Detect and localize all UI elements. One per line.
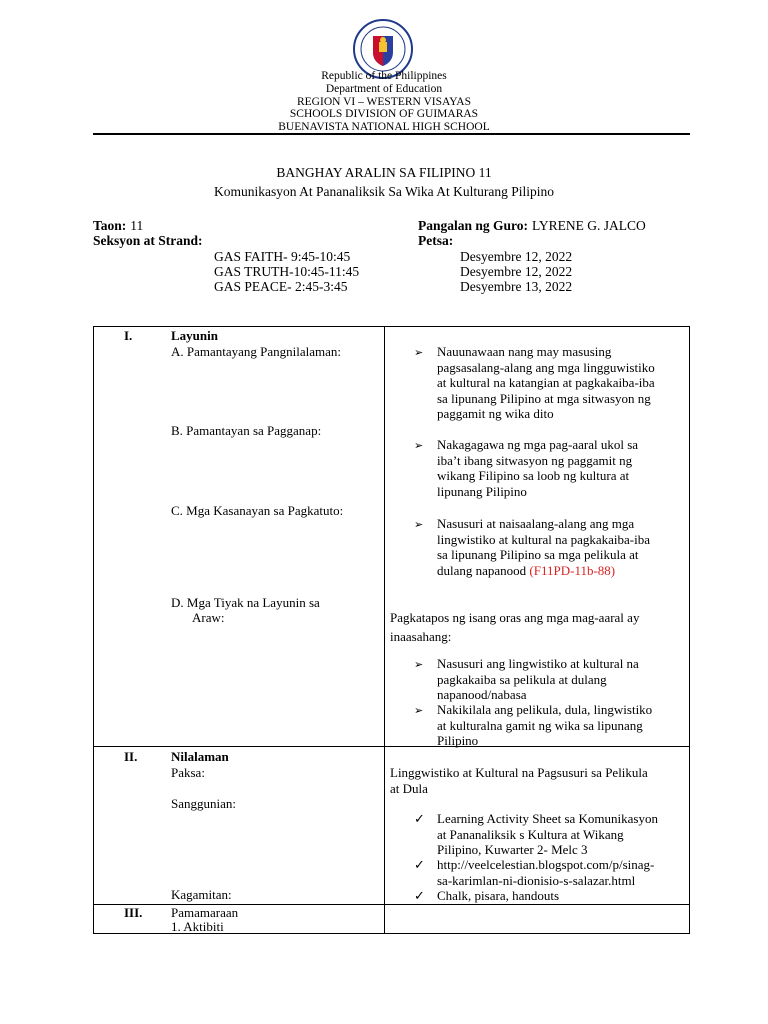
objective-2-line: iba’t ibang sitwasyon ng paggamit ng bbox=[437, 452, 633, 468]
lesson-table bbox=[93, 326, 690, 934]
document-subtitle: Komunikasyon At Pananaliksik Sa Wika At Kulturang Pilipino bbox=[213, 184, 555, 199]
header-line-1: Republic of the Philippines bbox=[321, 70, 447, 82]
section-2-title: Nilalaman bbox=[171, 749, 229, 764]
reference-1-line: Pilipino, Kuwarter 2- Melc 3 bbox=[437, 842, 588, 857]
objective-2-line: Nakagagawa ng mga pag-aaral ukol sa bbox=[437, 437, 639, 452]
schedule-date-3: Desyembre 13, 2022 bbox=[460, 279, 573, 294]
document-title: BANGHAY ARALIN SA FILIPINO 11 bbox=[276, 165, 492, 180]
objective-5-line: at kulturalna gamit ng wika sa lipunang bbox=[437, 717, 643, 733]
arrow-bullet-icon: ➢ bbox=[414, 705, 424, 717]
list-item bbox=[414, 656, 423, 674]
schedule-date-2: Desyembre 12, 2022 bbox=[460, 264, 573, 279]
list-item bbox=[414, 437, 423, 455]
item-d-label-line-1: D. Mga Tiyak na Layunin sa bbox=[171, 595, 320, 610]
reference-2-line: sa-karimlan-ni-dionisio-s-salazar.html bbox=[437, 872, 636, 888]
arrow-bullet-icon: ➢ bbox=[414, 659, 424, 671]
objective-3-line: sa lipunang Pilipino sa mga pelikula at bbox=[437, 547, 639, 562]
objective-3-last-text: dulang napanood bbox=[437, 562, 530, 578]
arrow-bullet-icon: ➢ bbox=[414, 347, 424, 359]
reference-1-line: at Pananaliksik s Kultura at Wikang bbox=[437, 826, 624, 842]
schedule-date-1: Desyembre 12, 2022 bbox=[460, 249, 573, 264]
objective-4-line: Nasusuri ang lingwistiko at kultural na bbox=[437, 656, 639, 671]
objective-1 bbox=[437, 344, 655, 422]
header-rule bbox=[93, 133, 690, 135]
header-line-2: Department of Education bbox=[325, 83, 443, 95]
item-d-label-line-2: Araw: bbox=[192, 610, 225, 625]
objective-2 bbox=[437, 437, 638, 499]
check-bullet-icon: ✓ bbox=[414, 811, 425, 826]
objective-3-line: lingwistiko at kultural na pagkakaiba-iba bbox=[437, 531, 650, 547]
check-bullet-icon: ✓ bbox=[414, 888, 425, 903]
header-line-5: BUENAVISTA NATIONAL HIGH SCHOOL bbox=[278, 121, 490, 133]
reference-2-line: http://veelcelestian.blogspot.com/p/sinag- bbox=[437, 857, 655, 872]
list-item bbox=[414, 857, 425, 873]
materials: Chalk, pisara, handouts bbox=[437, 888, 560, 903]
objective-1-line: Nauunawaan nang may masusing bbox=[437, 344, 612, 359]
objective-1-line: sa lipunang Pilipino at mga sitwasyon ng bbox=[437, 390, 651, 406]
objective-3 bbox=[437, 516, 650, 578]
guro-value: LYRENE G. JALCO bbox=[532, 218, 646, 233]
objective-1-line: pagsasalang-alang ang mga lingguwistiko bbox=[437, 359, 655, 375]
objective-5-line: Pilipino bbox=[437, 733, 479, 748]
topic bbox=[390, 765, 648, 796]
topic-line: at Dula bbox=[390, 780, 428, 796]
objectives-intro-line-1: Pagkatapos ng isang oras ang mga mag-aaral ay bbox=[390, 610, 640, 625]
topic-line: Linggwistiko at Kultural na Pagsusuri sa Pelikula bbox=[390, 765, 648, 780]
item-a-label: A. Pamantayang Pangnilalaman: bbox=[171, 344, 342, 359]
header-line-4: SCHOOLS DIVISION OF GUIMARAS bbox=[289, 108, 479, 120]
list-item bbox=[414, 516, 423, 534]
schedule-section-1: GAS FAITH- 9:45-10:45 bbox=[214, 249, 351, 264]
kagamitan-label: Kagamitan: bbox=[171, 887, 232, 902]
reference-1-line: Learning Activity Sheet sa Komunikasyon bbox=[437, 811, 658, 826]
section-3-number: III. bbox=[124, 905, 143, 920]
section-3-item-1: 1. Aktibiti bbox=[171, 919, 224, 934]
paksa-label: Paksa: bbox=[171, 765, 205, 780]
section-2-number: II. bbox=[124, 749, 138, 764]
objective-1-line: paggamit ng wika dito bbox=[437, 406, 554, 421]
sanggunian-label: Sanggunian: bbox=[171, 796, 236, 811]
section-1-number: I. bbox=[124, 328, 133, 343]
taon-label: Taon: bbox=[93, 218, 127, 233]
reference-2 bbox=[437, 857, 654, 888]
objective-4-line: napanood/nabasa bbox=[437, 687, 527, 702]
header-line-3: REGION VI – WESTERN VISAYAS bbox=[296, 96, 471, 108]
objective-4 bbox=[437, 656, 639, 703]
list-item bbox=[414, 702, 423, 720]
list-item bbox=[414, 888, 425, 904]
schedule-section-3: GAS PEACE- 2:45-3:45 bbox=[214, 279, 348, 294]
check-bullet-icon: ✓ bbox=[414, 857, 425, 872]
objective-3-line bbox=[437, 563, 650, 579]
guro-label: Pangalan ng Guro: bbox=[418, 218, 529, 233]
list-item bbox=[414, 811, 425, 827]
petsa-label: Petsa: bbox=[418, 233, 454, 248]
objectives-intro-line-2: inaasahang: bbox=[390, 629, 452, 644]
arrow-bullet-icon: ➢ bbox=[414, 519, 424, 531]
list-item bbox=[414, 344, 423, 362]
column-divider bbox=[384, 327, 385, 933]
objective-2-line: lipunang Pilipino bbox=[437, 483, 527, 499]
taon-value: 11 bbox=[130, 218, 144, 233]
objective-3-line: Nasusuri at naisaalang-alang ang mga bbox=[437, 516, 635, 531]
objective-2-line: wikang Filipino sa loob ng kultura at bbox=[437, 468, 630, 483]
objective-4-line: pagkakaiba sa pelikula at dulang bbox=[437, 671, 607, 687]
arrow-bullet-icon: ➢ bbox=[414, 440, 424, 452]
competency-code: (F11PD-11b-88) bbox=[529, 562, 616, 578]
objective-5 bbox=[437, 702, 652, 749]
item-b-label: B. Pamantayan sa Pagganap: bbox=[171, 423, 322, 438]
schedule-section-2: GAS TRUTH-10:45-11:45 bbox=[214, 264, 360, 279]
section-3-title: Pamamaraan bbox=[171, 905, 239, 920]
reference-1 bbox=[437, 811, 658, 858]
seksyon-label: Seksyon at Strand: bbox=[93, 233, 203, 248]
item-c-label: C. Mga Kasanayan sa Pagkatuto: bbox=[171, 503, 344, 518]
section-1-title: Layunin bbox=[171, 328, 218, 343]
objective-1-line: at kultural na katangian at pagkakaiba-iba bbox=[437, 375, 655, 390]
objective-5-line: Nakikilala ang pelikula, dula, lingwistiko bbox=[437, 702, 653, 717]
